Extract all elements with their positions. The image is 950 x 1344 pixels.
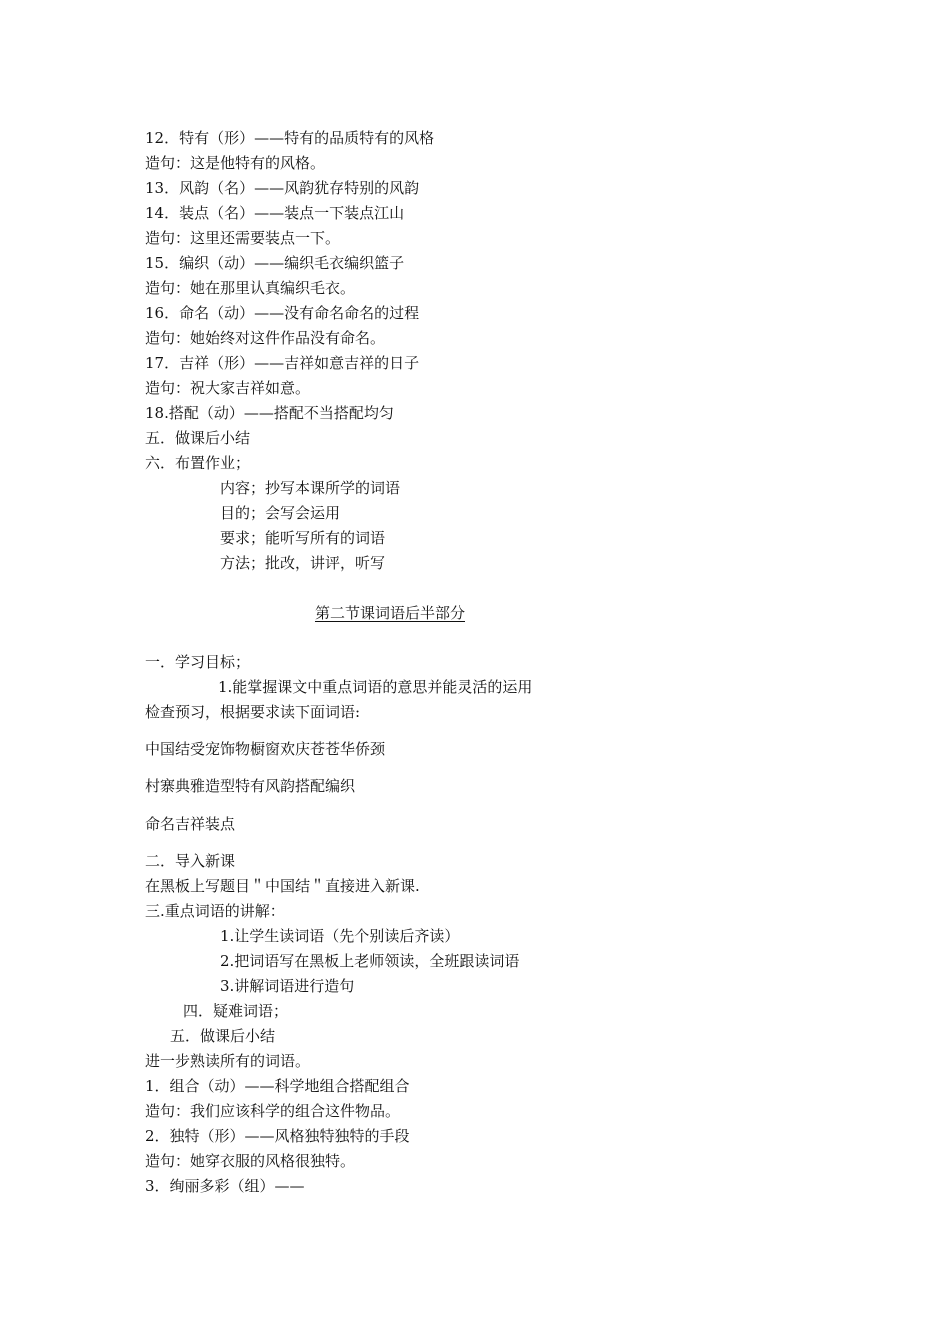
explain-heading: 三.重点词语的讲解： [145, 902, 285, 920]
example-sentence: 造句：她在那里认真编织毛衣。 [145, 279, 356, 297]
intro-text: 在黑板上写题目＂中国结＂直接进入新课. [145, 877, 420, 895]
goal-item: 1.能掌握课文中重点词语的意思并能灵活的运用 [218, 678, 533, 696]
goal-heading: 一．学习目标； [145, 653, 251, 671]
explain-item: 2.把词语写在黑板上老师领读，全班跟读词语 [220, 952, 520, 970]
difficult-words-heading: 四．疑难词语； [183, 1002, 289, 1020]
vocab-line: 1．组合（动）——科学地组合搭配组合 [145, 1077, 410, 1095]
example-sentence: 造句：她始终对这件作品没有命名。 [145, 329, 386, 347]
homework-item: 目的；会写会运用 [220, 504, 341, 522]
section-title: 第二节课词语后半部分 [314, 604, 465, 622]
explain-item: 3.讲解词语进行造句 [220, 977, 355, 995]
homework-item: 方法；批改，讲评，听写 [220, 554, 386, 572]
word-list: 命名吉祥装点 [145, 815, 236, 833]
homework-item: 内容；抄写本课所学的词语 [220, 479, 401, 497]
example-sentence: 造句：这是他特有的风格。 [145, 154, 326, 172]
vocab-line: 18.搭配（动）——搭配不当搭配均匀 [145, 404, 394, 422]
vocab-line: 3．绚丽多彩（组）—— [145, 1177, 305, 1195]
summary-heading: 五．做课后小结 [170, 1027, 276, 1045]
intro-heading: 二．导入新课 [145, 852, 236, 870]
vocab-line: 13．风韵（名）——风韵犹存特别的风韵 [145, 179, 420, 197]
vocab-line: 14．装点（名）——装点一下装点江山 [145, 204, 405, 222]
word-list: 村寨典雅造型特有风韵搭配编织 [145, 777, 356, 795]
preview-instruction: 检查预习，根据要求读下面词语: [145, 703, 361, 721]
vocab-line: 15．编织（动）——编织毛衣编织篮子 [145, 254, 405, 272]
homework-item: 要求；能听写所有的词语 [220, 529, 386, 547]
vocab-line: 2．独特（形）——风格独特独特的手段 [145, 1127, 410, 1145]
example-sentence: 造句：她穿衣服的风格很独特。 [145, 1152, 356, 1170]
vocab-line: 17．吉祥（形）——吉祥如意吉祥的日子 [145, 354, 420, 372]
vocab-line: 16．命名（动）——没有命名命名的过程 [145, 304, 420, 322]
homework-heading: 六．布置作业； [145, 454, 251, 472]
example-sentence: 造句：祝大家吉祥如意。 [145, 379, 311, 397]
example-sentence: 造句：这里还需要装点一下。 [145, 229, 341, 247]
example-sentence: 造句：我们应该科学的组合这件物品。 [145, 1102, 401, 1120]
note-line: 进一步熟读所有的词语。 [145, 1052, 311, 1070]
summary-heading: 五．做课后小结 [145, 429, 251, 447]
vocab-line: 12．特有（形）——特有的品质特有的风格 [145, 129, 435, 147]
word-list: 中国结受宠饰物橱窗欢庆苍苍华侨颈 [145, 740, 386, 758]
explain-item: 1.让学生读词语（先个别读后齐读） [220, 927, 460, 945]
